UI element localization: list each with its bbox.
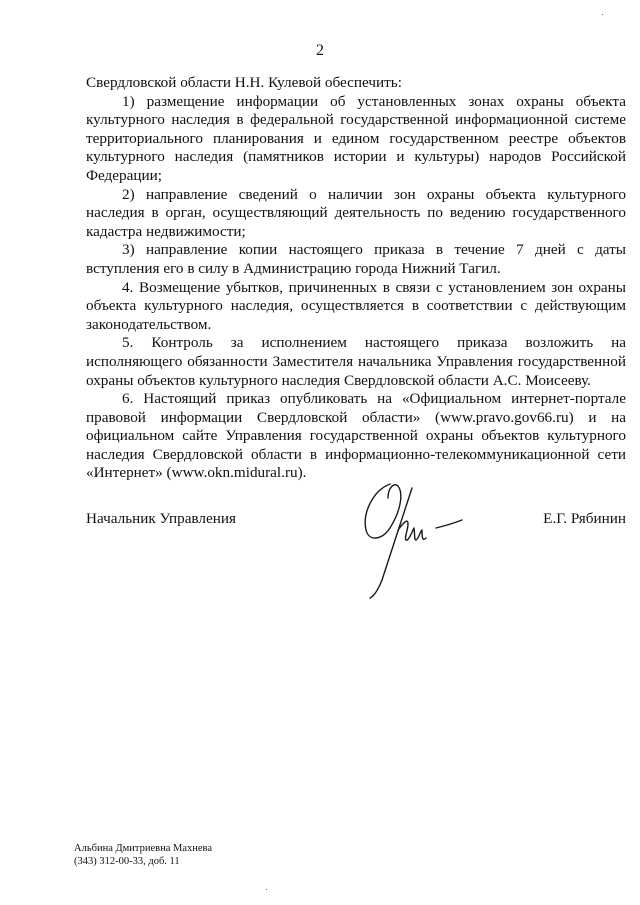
page-number: 2 [316,42,324,59]
executor-info [74,842,212,868]
executor-phone: (343) 312-00-33, доб. 11 [74,856,180,867]
paragraph-point-4: 4. Возмещение убытков, причиненных в связи с установлением зон охраны объекта культурного наследия, осуществляется в соответствии с действующим законодательством. [86,278,626,333]
executor-name: Альбина Дмитриевна Махнева [74,843,213,854]
signatory-position: Начальник Управления [86,510,236,527]
paragraph-item-1: 1) размещение информации об установленных зонах охраны объекта культурного наследия в федеральной государственной информационной системе территориального планирования и едином государственном реестре объектов культурного наследия (памятников истории и культуры) народов Российской Федерации; [86,92,626,184]
paragraph-point-6: 6. Настоящий приказ опубликовать на «Официальном интернет-портале правовой информации Свердловской области» (www.pravo.gov66.ru) и на официальном сайте Управления государственной охраны объектов культурного наследия Свердловской области в информационно-телекоммуникационной сети «Интернет» (www.okn.midural.ru). [86,390,626,482]
handwritten-signature-icon [352,472,482,602]
document-body [86,74,626,483]
paragraph-point-5: 5. Контроль за исполнением настоящего приказа возложить на исполняющего обязанности Заместителя начальника Управления государственной охраны объектов культурного наследия Свердловской области А.С. Моисееву. [86,334,626,389]
paragraph-intro: Свердловской области Н.Н. Кулевой обеспечить: [86,74,402,91]
paragraph-item-3: 3) направление копии настоящего приказа в течение 7 дней с даты вступления его в силу в Администрацию города Нижний Тагил. [86,241,626,277]
scan-speck [266,889,267,890]
signatory-name: Е.Г. Рябинин [543,510,626,527]
paragraph-item-2: 2) направление сведений о наличии зон охраны объекта культурного наследия в орган, осуществляющий деятельность по ведению государственного кадастра недвижимости; [86,185,626,240]
scan-speck [602,14,603,15]
